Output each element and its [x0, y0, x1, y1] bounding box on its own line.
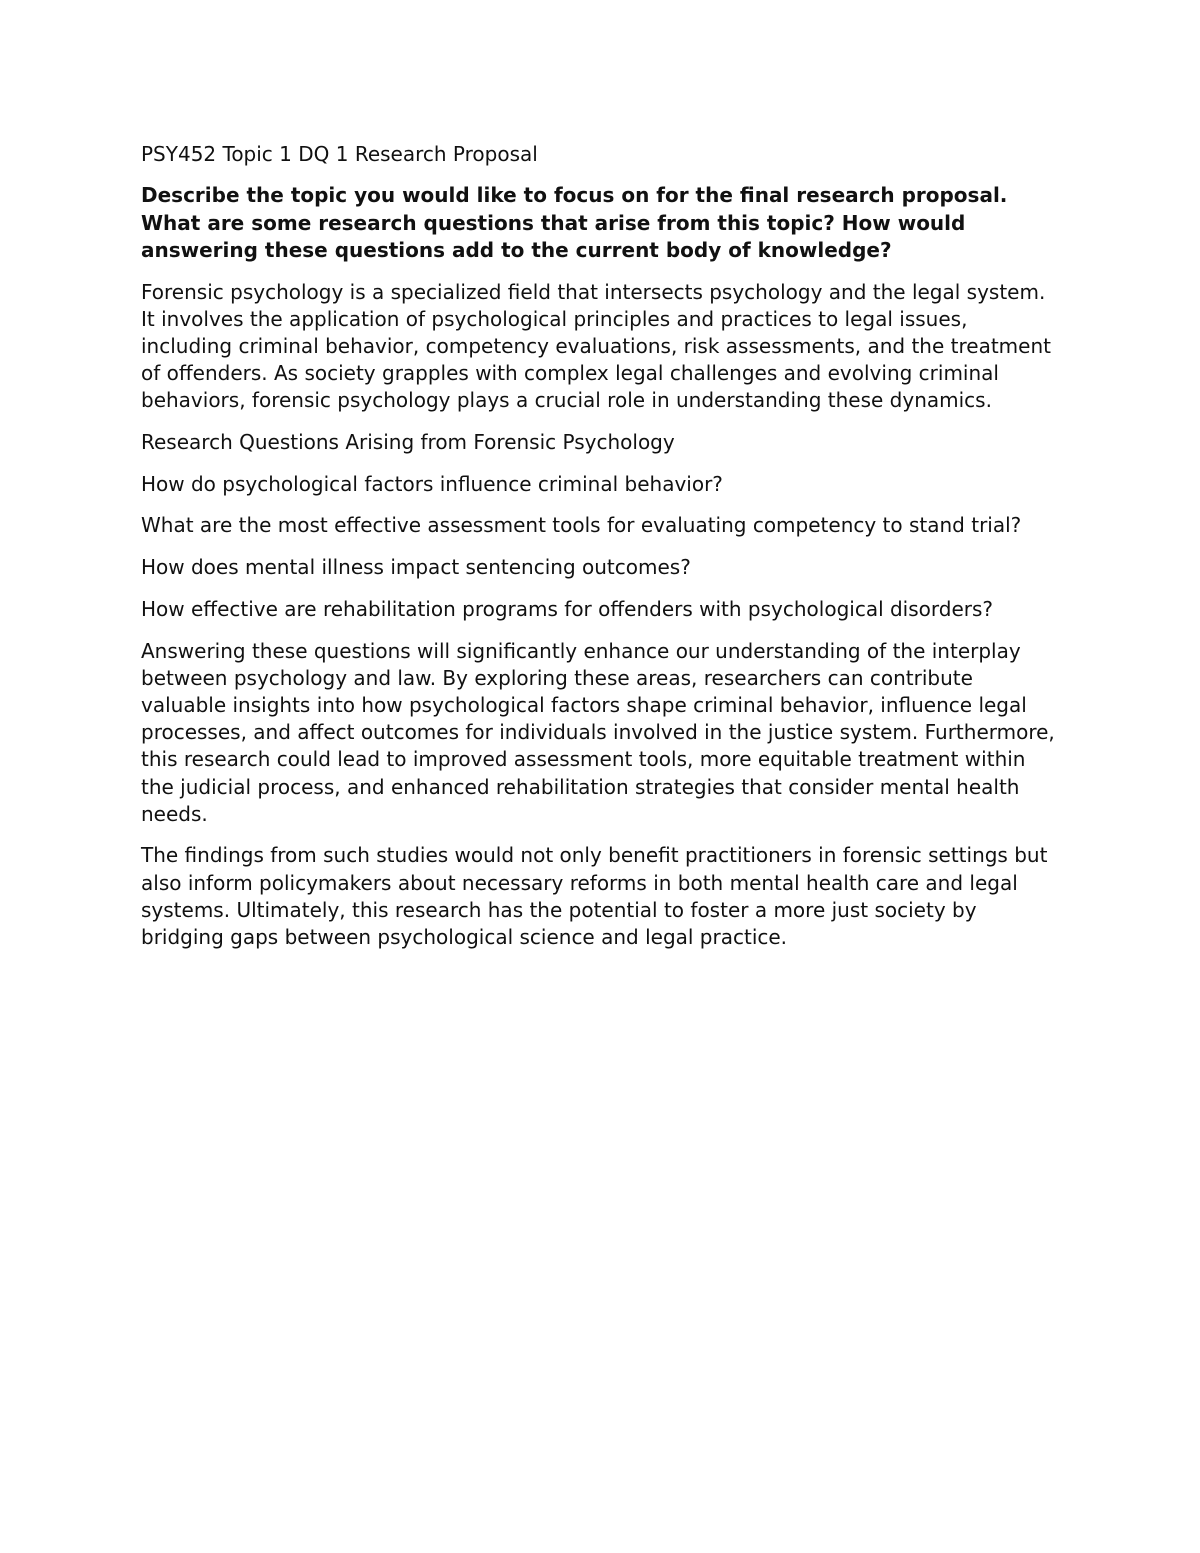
research-question-4: How effective are rehabilitation programs for offenders with psychological disorders? — [141, 596, 994, 621]
document-content — [141, 141, 1061, 966]
intro-paragraph: Forensic psychology is a specialized field that intersects psychology and the legal system. It involves the application of psychological principles and practices to legal issues, including criminal behavior, competency evaluations, risk assessments, and the treatment of offenders. As society grapples with complex legal challenges and evolving criminal behaviors, forensic psychology plays a crucial role in understanding these dynamics. — [141, 279, 1051, 413]
research-question-2: What are the most effective assessment tools for evaluating competency to stand trial? — [141, 513, 1022, 538]
section-heading: Research Questions Arising from Forensic Psychology — [141, 430, 675, 455]
document-title: PSY452 Topic 1 DQ 1 Research Proposal — [141, 142, 538, 166]
significance-paragraph: Answering these questions will significantly enhance our understanding of the interplay between psychology and law. By exploring these areas, researchers can contribute valuable insights into how psychological factors shape criminal behavior, influence legal processes, and affect outcomes for individuals involved in the justice system. Furthermore, this research could lead to improved assessment tools, more equitable treatment within the judicial process, and enhanced rehabilitation strategies that consider mental health needs. — [141, 638, 1055, 826]
research-question-1: How do psychological factors influence criminal behavior? — [141, 471, 723, 496]
discussion-prompt: Describe the topic you would like to focus on for the final research proposal. What are some research questions that arise from this topic? How would answering these questions add to the current body of knowledge? — [141, 183, 1008, 262]
conclusion-paragraph: The findings from such studies would not only benefit practitioners in forensic settings but also inform policymakers about necessary reforms in both mental health care and legal systems. Ultimately, this research has the potential to foster a more just society by bridging gaps between psychological science and legal practice. — [141, 843, 1048, 950]
research-question-3: How does mental illness impact sentencing outcomes? — [141, 555, 691, 580]
